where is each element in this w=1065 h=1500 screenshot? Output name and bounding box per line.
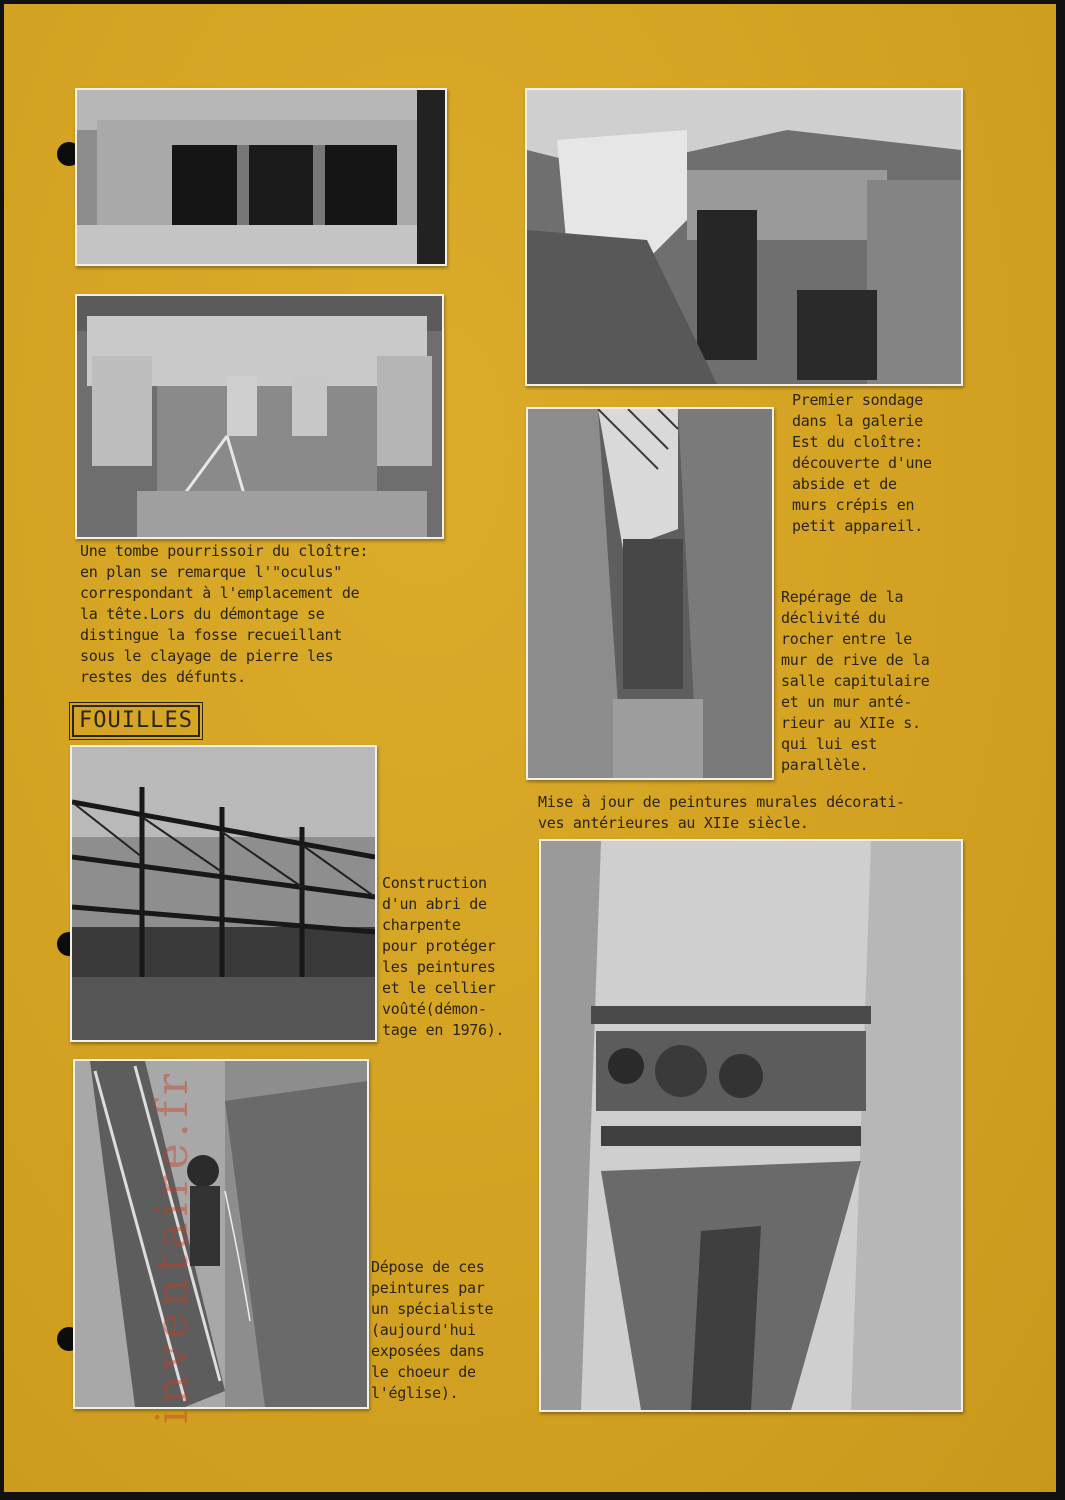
caption-sondage: Premier sondage dans la galerie Est du cloître: découverte d'une abside et de murs crépis en petit appareil. <box>792 391 932 535</box>
section-heading-fouilles: FOUILLES <box>72 705 200 737</box>
caption-shelter: Construction d'un abri de charpente pour protéger les peintures et le cellier voûté(démon- tage en 1976). <box>382 874 505 1039</box>
yellow-album-sheet <box>4 4 1056 1492</box>
watermark: inventaire.fr <box>147 1067 198 1424</box>
photo-first-sondage <box>525 88 963 386</box>
photo-shelter-construction <box>70 745 377 1042</box>
caption-tomb: Une tombe pourrissoir du cloître: en plan se remarque l'"oculus" correspondant à l'emplacement de la tête.Lors du démontage se distingue la fosse recueillant sous le clayage de pierre les restes des défunts. <box>80 542 369 686</box>
photo-wall-paintings <box>539 839 963 1412</box>
photo-rock-slope <box>526 407 774 780</box>
caption-painting-removal: Dépose de ces peintures par un spécialiste (aujourd'hui exposées dans le choeur de l'église). <box>371 1258 494 1402</box>
photo-tomb-top <box>75 88 447 266</box>
caption-rock-slope: Repérage de la déclivité du rocher entre le mur de rive de la salle capitulaire et un mur anté- rieur au XIIe s. qui lui est parallèle. <box>781 588 930 774</box>
caption-wall-paintings: Mise à jour de peintures murales décorati- ves antérieures au XIIe siècle. <box>538 793 905 832</box>
photo-tomb-dismantled <box>75 294 444 539</box>
photo-painting-removal <box>73 1059 369 1409</box>
